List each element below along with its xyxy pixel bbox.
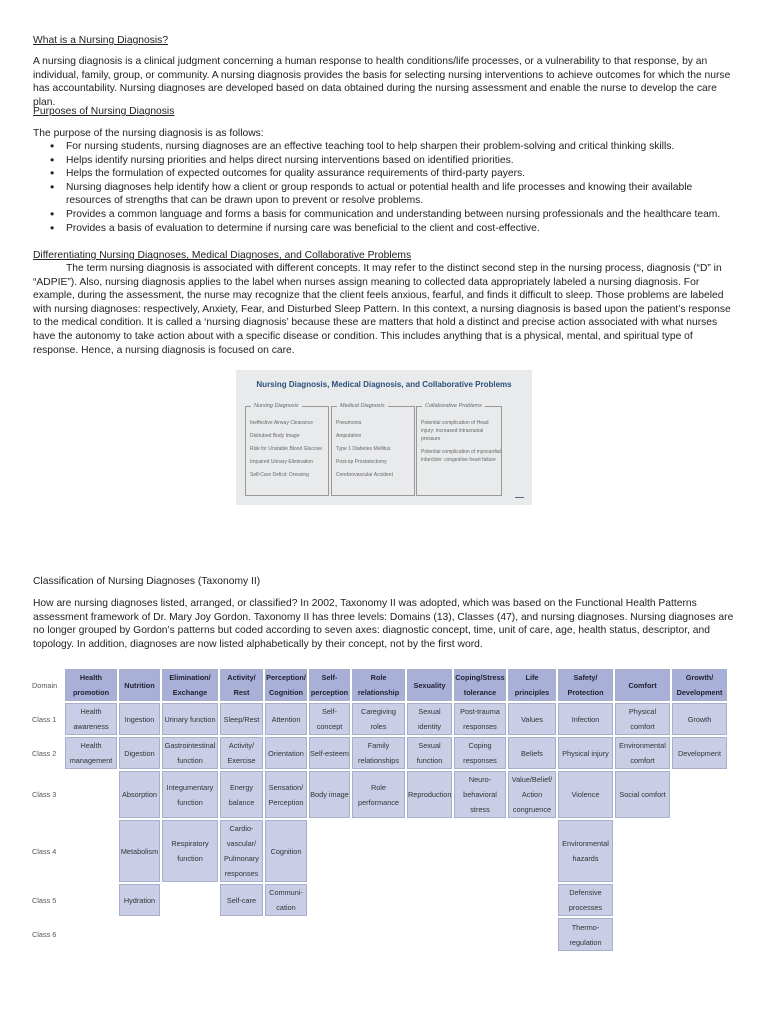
empty-cell bbox=[454, 820, 506, 882]
class-cell: Post-trauma responses bbox=[454, 703, 506, 735]
table-row bbox=[32, 771, 727, 818]
purpose-item: • Helps the formulation of expected outcomes for quality assurance requirements of third-party payers. bbox=[33, 167, 738, 181]
figure-item: Potential complication of Head injury: increased intracranial pressure bbox=[421, 420, 489, 442]
domain-cell: Growth/ Development bbox=[672, 669, 727, 701]
row-label: Domain bbox=[32, 680, 58, 690]
class-cell: Absorption bbox=[119, 771, 160, 818]
empty-cell bbox=[615, 918, 670, 951]
table-row bbox=[32, 737, 727, 769]
figure-item: Potential complication of myocardial infarction: congestive heart failure bbox=[421, 449, 501, 463]
class-cell: Digestion bbox=[119, 737, 160, 769]
domain-cell: Activity/ Rest bbox=[220, 669, 263, 701]
domain-cell: Role relationship bbox=[352, 669, 405, 701]
class-cell: Orientation bbox=[265, 737, 307, 769]
class-cell: Thermo-regulation bbox=[558, 918, 613, 951]
class-cell: Physical comfort bbox=[615, 703, 670, 735]
figure-item: Self-Care Deficit: Dressing bbox=[250, 472, 309, 478]
table-row bbox=[32, 884, 727, 916]
figure-item: Ineffective Airway Clearance bbox=[250, 420, 313, 426]
table-row bbox=[32, 820, 727, 882]
empty-cell bbox=[119, 918, 160, 951]
class-cell: Caregiving roles bbox=[352, 703, 405, 735]
class-cell: Cardio-vascular/ Pulmonary responses bbox=[220, 820, 263, 882]
row-label: Class 5 bbox=[32, 895, 57, 905]
class-cell: Defensive processes bbox=[558, 884, 613, 916]
table-row bbox=[32, 703, 727, 735]
empty-cell bbox=[352, 820, 405, 882]
purpose-item: • Provides a basis of evaluation to determine if nursing care was beneficial to the client and cost-effective. bbox=[33, 222, 738, 236]
domain-cell: Nutrition bbox=[119, 669, 160, 701]
figure-logo: ▬▬▬ bbox=[515, 495, 524, 499]
figure-column-header: Nursing Diagnosis bbox=[251, 402, 302, 410]
empty-cell bbox=[220, 918, 263, 951]
empty-cell bbox=[309, 820, 350, 882]
purpose-list bbox=[33, 140, 738, 235]
class-cell: Sensation/ Perception bbox=[265, 771, 307, 818]
domain-cell: Life principles bbox=[508, 669, 556, 701]
class-cell: Family relationships bbox=[352, 737, 405, 769]
empty-cell bbox=[65, 820, 117, 882]
class-cell: Sexual identity bbox=[407, 703, 452, 735]
domain-cell: Safety/ Protection bbox=[558, 669, 613, 701]
figure-column bbox=[245, 403, 329, 496]
purpose-item: • For nursing students, nursing diagnoses are an effective teaching tool to help sharpen their problem-solving and critical thinking skills. bbox=[33, 140, 738, 154]
intro-paragraph: A nursing diagnosis is a clinical judgment concerning a human response to health conditions/life processes, or a vulnerability to that response, by an individual, family, group, or community. A nursing diagnosis provides the basis for selecting nursing interventions to achieve outcomes for which the nurse has accountability. Nursing diagnoses are developed based on data obtained during the nursing assessment and enable the nurse to develop the care plan. bbox=[33, 56, 731, 108]
empty-cell bbox=[672, 771, 727, 818]
class-cell: Environmental comfort bbox=[615, 737, 670, 769]
comparison-figure bbox=[236, 370, 532, 505]
purpose-item: • Nursing diagnoses help identify how a client or group responds to actual or potential health and life processes and knowing their available resources of strengths that can be drawn upon to prevent or resolve problems. bbox=[33, 181, 738, 208]
purpose-intro: The purpose of the nursing diagnosis is as follows: bbox=[33, 128, 264, 139]
heading-what-is: What is a Nursing Diagnosis? bbox=[33, 35, 169, 46]
class-cell: Respiratory function bbox=[162, 820, 218, 882]
class-cell: Self-care bbox=[220, 884, 263, 916]
class-cell: Coping responses bbox=[454, 737, 506, 769]
figure-column-header: Collaborative Problems bbox=[422, 402, 485, 410]
class-cell: Communi-cation bbox=[265, 884, 307, 916]
empty-cell bbox=[265, 918, 307, 951]
taxonomy-table bbox=[30, 667, 729, 953]
figure-column bbox=[331, 403, 415, 496]
empty-cell bbox=[672, 918, 727, 951]
row-label: Class 2 bbox=[32, 748, 57, 758]
class-cell: Sexual function bbox=[407, 737, 452, 769]
empty-cell bbox=[407, 884, 452, 916]
class-cell: Self-esteem bbox=[309, 737, 350, 769]
class-cell: Activity/ Exercise bbox=[220, 737, 263, 769]
class-cell: Environmental hazards bbox=[558, 820, 613, 882]
class-cell: Metabolism bbox=[119, 820, 160, 882]
row-label: Class 1 bbox=[32, 714, 57, 724]
heading-purposes: Purposes of Nursing Diagnosis bbox=[33, 106, 175, 117]
class-cell: Hydration bbox=[119, 884, 160, 916]
figure-item: Pneumonia bbox=[336, 420, 362, 426]
table-row bbox=[32, 669, 727, 701]
empty-cell bbox=[65, 884, 117, 916]
class-cell: Values bbox=[508, 703, 556, 735]
class-cell: Beliefs bbox=[508, 737, 556, 769]
empty-cell bbox=[407, 918, 452, 951]
empty-cell bbox=[352, 918, 405, 951]
figure-column-header: Medical Diagnosis bbox=[337, 402, 388, 410]
class-cell: Health awareness bbox=[65, 703, 117, 735]
figure-column bbox=[416, 403, 502, 496]
row-label: Class 4 bbox=[32, 846, 57, 856]
empty-cell bbox=[454, 918, 506, 951]
figure-item: Distrubed Body Image bbox=[250, 433, 300, 439]
domain-cell: Coping/Stress tolerance bbox=[454, 669, 506, 701]
class-cell: Body image bbox=[309, 771, 350, 818]
class-cell: Self-concept bbox=[309, 703, 350, 735]
table-row bbox=[32, 918, 727, 951]
class-cell: Physical injury bbox=[558, 737, 613, 769]
empty-cell bbox=[352, 884, 405, 916]
class-cell: Growth bbox=[672, 703, 727, 735]
figure-item: Type 1 Diabetes Mellitus bbox=[336, 446, 391, 452]
domain-cell: Self-perception bbox=[309, 669, 350, 701]
empty-cell bbox=[162, 884, 218, 916]
domain-cell: Perception/ Cognition bbox=[265, 669, 307, 701]
figure-title: Nursing Diagnosis, Medical Diagnosis, and Collaborative Problems bbox=[256, 380, 512, 389]
figure-item: Cerebrovascular Accident bbox=[336, 472, 393, 478]
empty-cell bbox=[309, 918, 350, 951]
figure-item: Post-op Prostatectomy bbox=[336, 459, 387, 465]
domain-cell: Health promotion bbox=[65, 669, 117, 701]
empty-cell bbox=[672, 884, 727, 916]
empty-cell bbox=[672, 820, 727, 882]
empty-cell bbox=[309, 884, 350, 916]
class-cell: Gastrointestinal function bbox=[162, 737, 218, 769]
figure-item: Risk for Unstable Blood Glucose bbox=[250, 446, 322, 452]
empty-cell bbox=[65, 918, 117, 951]
class-cell: Infection bbox=[558, 703, 613, 735]
purpose-item: • Helps identify nursing priorities and helps direct nursing interventions based on identified priorities. bbox=[33, 154, 738, 168]
class-cell: Cognition bbox=[265, 820, 307, 882]
empty-cell bbox=[508, 918, 556, 951]
empty-cell bbox=[615, 820, 670, 882]
class-cell: Energy balance bbox=[220, 771, 263, 818]
class-cell: Attention bbox=[265, 703, 307, 735]
class-cell: Violence bbox=[558, 771, 613, 818]
row-label: Class 6 bbox=[32, 930, 57, 939]
heading-differentiating: Differentiating Nursing Diagnoses, Medical Diagnoses, and Collaborative Problems bbox=[33, 250, 412, 261]
class-cell: Health management bbox=[65, 737, 117, 769]
class-cell: Value/Belief/ Action congruence bbox=[508, 771, 556, 818]
class-cell: Reproduction bbox=[407, 771, 452, 818]
empty-cell bbox=[508, 820, 556, 882]
empty-cell bbox=[162, 918, 218, 951]
class-cell: Neuro-behavioral stress bbox=[454, 771, 506, 818]
domain-cell: Elimination/ Exchange bbox=[162, 669, 218, 701]
purpose-item: • Provides a common language and forms a basis for communication and understanding between nursing professionals and the healthcare team. bbox=[33, 208, 738, 222]
class-cell: Sleep/Rest bbox=[220, 703, 263, 735]
empty-cell bbox=[65, 771, 117, 818]
figure-item: Amputation bbox=[336, 433, 362, 439]
class-cell: Role performance bbox=[352, 771, 405, 818]
domain-cell: Sexuality bbox=[407, 669, 452, 701]
empty-cell bbox=[615, 884, 670, 916]
class-cell: Development bbox=[672, 737, 727, 769]
empty-cell bbox=[407, 820, 452, 882]
class-cell: Urinary function bbox=[162, 703, 218, 735]
figure-item: Impaired Urinary Elimination bbox=[250, 459, 313, 465]
empty-cell bbox=[454, 884, 506, 916]
differentiating-paragraph: The term nursing diagnosis is associated with different concepts. It may refer to the distinct second step in the nursing process, diagnosis (“D” in “ADPIE”). Also, nursing diagnosis applies to the label when nurses assign meaning to collected data appropriately labeled a nursing diagnosis. For example, during the assessment, the nurse may recognize that the client feels anxious, fearful, and finds it difficult to sleep. Those problems are labeled with nursing diagnoses: respectively, Anxiety, Fear, and Disturbed Sleep Pattern. In this context, a nursing diagnosis is based upon the patient’s response to the medical condition. It is called a ‘nursing diagnosis’ because these are matters that hold a distinct and precise action associated with what nurses have the autonomy to take action about with a specific disease or condition. This includes anything that is a physical, mental, and spiritual type of response. Hence, a nursing diagnosis is focused on care. bbox=[33, 263, 731, 356]
empty-cell bbox=[508, 884, 556, 916]
class-cell: Integumentary function bbox=[162, 771, 218, 818]
domain-cell: Comfort bbox=[615, 669, 670, 701]
classification-paragraph: How are nursing diagnoses listed, arranged, or classified? In 2002, Taxonomy II was adopted, which was based on the Functional Health Patterns assessment framework of Dr. Mary Joy Gordon. Taxonomy II has three levels: Domains (13), Classes (47), and nursing diagnoses. Nursing diagnoses are no longer grouped by Gordon’s patterns but coded according to seven axes: diagnostic concept, time, unit of care, age, health status, descriptor, and topology. In addition, diagnoses are now listed alphabetically by their concept, not by the first word. bbox=[33, 598, 734, 650]
class-cell: Social comfort bbox=[615, 771, 670, 818]
class-cell: Ingestion bbox=[119, 703, 160, 735]
row-label: Class 3 bbox=[32, 790, 57, 799]
heading-classification: Classification of Nursing Diagnoses (Taxonomy II) bbox=[33, 576, 261, 587]
